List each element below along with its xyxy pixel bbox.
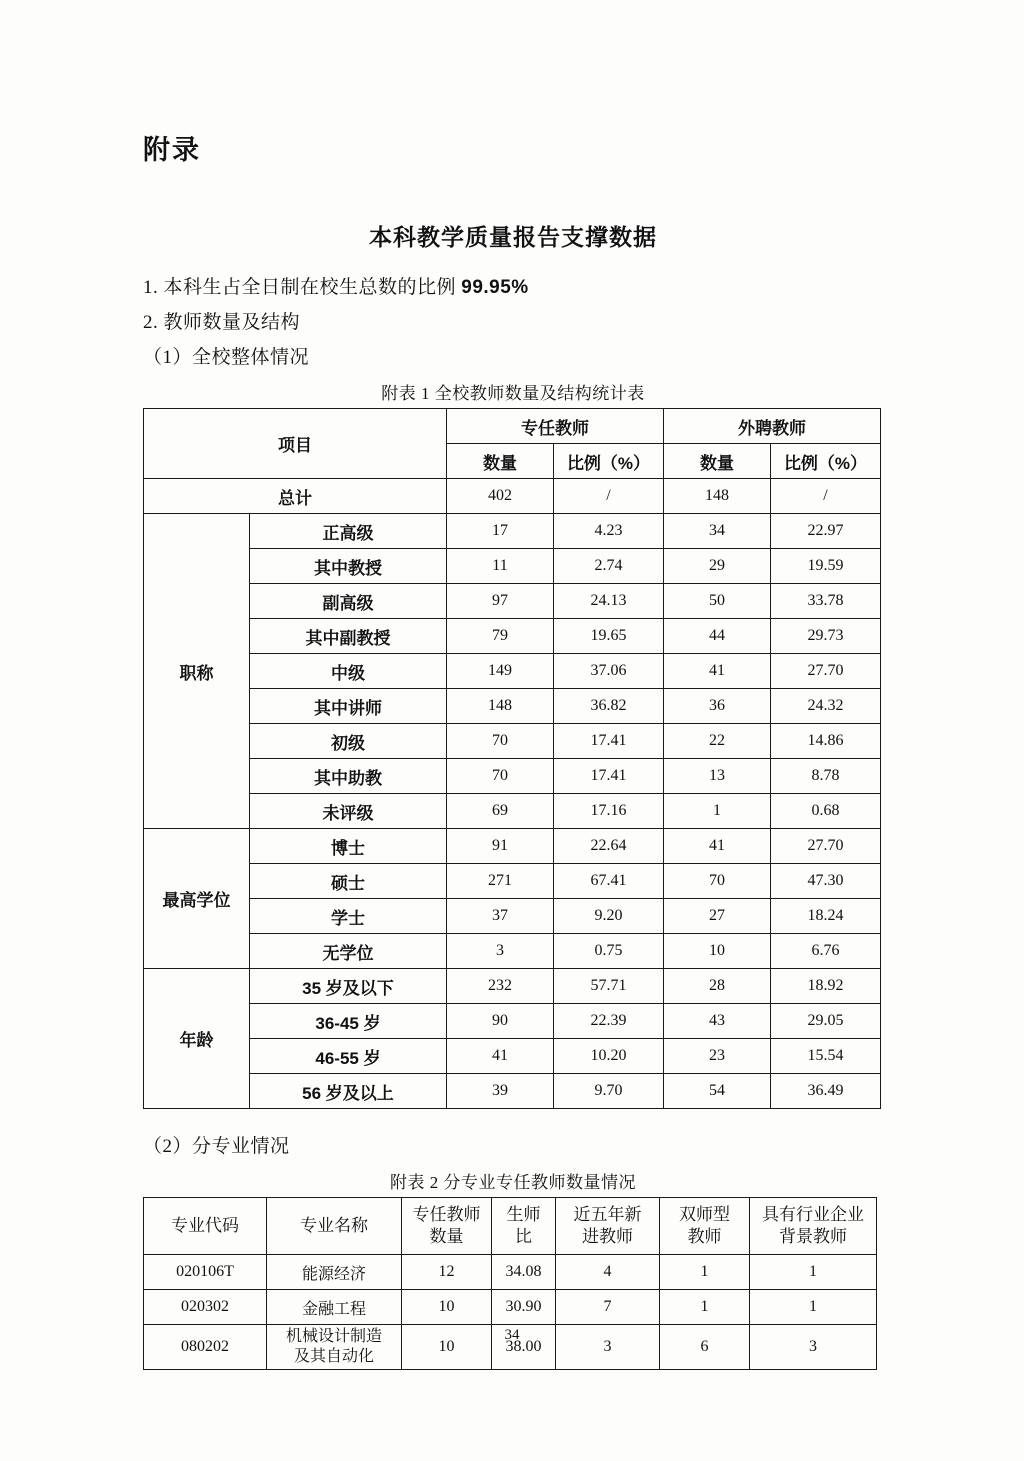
cell-ft-count: 17 [447, 514, 554, 549]
table-row [144, 794, 881, 829]
major-name-line: 机械设计制造 [285, 1328, 382, 1345]
table1-caption: 附表 1 全校教师数量及结构统计表 [381, 384, 645, 403]
cell-industry-teachers: 1 [750, 1290, 877, 1325]
cell-major-code: 020302 [144, 1290, 267, 1325]
appendix-heading: 附录 [143, 135, 201, 165]
cell-industry-teachers: 1 [750, 1255, 877, 1290]
table2-header-row [144, 1198, 877, 1255]
list-item-1-number: 1. [143, 277, 159, 298]
table-row [144, 584, 881, 619]
cell-pt-count: 44 [664, 619, 771, 654]
cell-major-code: 080202 [144, 1325, 267, 1370]
header-line: 专业代码 [171, 1216, 239, 1235]
table-row [144, 1004, 881, 1039]
cell-pt-ratio: 18.24 [771, 899, 881, 934]
cell-pt-count: 34 [664, 514, 771, 549]
table-row [144, 1290, 877, 1325]
table-header-row-1 [144, 409, 881, 444]
cell-ft-count: 232 [447, 969, 554, 1004]
cell-pt-count: 41 [664, 654, 771, 689]
cell-pt-ratio: 36.49 [771, 1074, 881, 1109]
cell-ft-ratio: 17.16 [554, 794, 664, 829]
table2-header-name [267, 1198, 402, 1255]
list-item-2 [143, 307, 883, 334]
row-label: 学士 [250, 899, 447, 934]
cell-pt-count: 70 [664, 864, 771, 899]
cell-pt-ratio: 22.97 [771, 514, 881, 549]
total-ft-ratio: / [554, 479, 664, 514]
header-line: 专业名称 [300, 1216, 368, 1235]
section-label-2: （2）分专业情况 [143, 1136, 290, 1157]
cell-ft-count: 90 [447, 1004, 554, 1039]
cell-ft-ratio: 22.39 [554, 1004, 664, 1039]
cell-major-code: 020106T [144, 1255, 267, 1290]
cell-ft-count: 91 [447, 829, 554, 864]
cell-ft-count: 3 [447, 934, 554, 969]
table2-header-new5y [556, 1198, 660, 1255]
table2-header-industry [750, 1198, 877, 1255]
total-pt-ratio: / [771, 479, 881, 514]
cell-ft-ratio: 57.71 [554, 969, 664, 1004]
cell-ft-ratio: 17.41 [554, 724, 664, 759]
list-item-2-text: 教师数量及结构 [163, 312, 301, 333]
table1-header-pt-ratio: 比例（%） [771, 444, 881, 479]
table-row [144, 514, 881, 549]
table2-header-dual [660, 1198, 750, 1255]
header-line: 教师 [687, 1227, 722, 1246]
cell-ft-count: 70 [447, 724, 554, 759]
table-row [144, 829, 881, 864]
table-row [144, 619, 881, 654]
table-row [144, 1074, 881, 1109]
cell-dual-teachers: 1 [660, 1255, 750, 1290]
table2-header-code [144, 1198, 267, 1255]
table-row [144, 724, 881, 759]
major-teacher-table [143, 1197, 877, 1370]
cell-major-name [267, 1290, 402, 1325]
row-label: 其中助教 [250, 759, 447, 794]
row-label: 56 岁及以上 [250, 1074, 447, 1109]
table1-header-ft-ratio: 比例（%） [554, 444, 664, 479]
list-item-1 [143, 272, 883, 299]
row-label: 其中教授 [250, 549, 447, 584]
cell-pt-ratio: 19.59 [771, 549, 881, 584]
row-label: 未评级 [250, 794, 447, 829]
header-line: 具有行业企业 [762, 1205, 864, 1224]
cell-pt-ratio: 0.68 [771, 794, 881, 829]
table-row [144, 899, 881, 934]
major-name-line: 金融工程 [301, 1300, 366, 1318]
cell-new-teachers: 7 [556, 1290, 660, 1325]
cell-major-name [267, 1255, 402, 1290]
table1-header-ft-count: 数量 [447, 444, 554, 479]
cell-pt-ratio: 18.92 [771, 969, 881, 1004]
cell-pt-ratio: 29.05 [771, 1004, 881, 1039]
row-label: 无学位 [250, 934, 447, 969]
cell-ft-count: 41 [447, 1039, 554, 1074]
cell-pt-ratio: 6.76 [771, 934, 881, 969]
row-label: 中级 [250, 654, 447, 689]
cell-pt-ratio: 29.73 [771, 619, 881, 654]
cell-ft-count: 70 [447, 759, 554, 794]
table-row [144, 549, 881, 584]
cell-teachers: 10 [402, 1290, 492, 1325]
cell-ft-ratio: 4.23 [554, 514, 664, 549]
row-label: 其中副教授 [250, 619, 447, 654]
row-label: 副高级 [250, 584, 447, 619]
header-line: 近五年新 [573, 1205, 642, 1224]
cell-pt-count: 10 [664, 934, 771, 969]
header-line: 进教师 [582, 1227, 633, 1246]
cell-ft-ratio: 9.70 [554, 1074, 664, 1109]
cell-ft-count: 11 [447, 549, 554, 584]
cell-ft-ratio: 67.41 [554, 864, 664, 899]
cell-pt-count: 43 [664, 1004, 771, 1039]
table-row [144, 1039, 881, 1074]
group-label-title: 职称 [144, 514, 250, 829]
table2-caption: 附表 2 分专业专任教师数量情况 [390, 1173, 636, 1192]
cell-pt-count: 22 [664, 724, 771, 759]
cell-ft-ratio: 36.82 [554, 689, 664, 724]
table-row [144, 759, 881, 794]
cell-dual-teachers: 1 [660, 1290, 750, 1325]
cell-ft-count: 79 [447, 619, 554, 654]
cell-ft-count: 149 [447, 654, 554, 689]
header-line: 比 [515, 1227, 532, 1246]
table2-header-teachers [402, 1198, 492, 1255]
table-row [144, 969, 881, 1004]
section-label-1: （1）全校整体情况 [143, 347, 310, 368]
cell-pt-count: 1 [664, 794, 771, 829]
group-label-age: 年龄 [144, 969, 250, 1109]
header-line: 生师 [506, 1205, 541, 1224]
cell-ft-ratio: 24.13 [554, 584, 664, 619]
cell-ft-ratio: 10.20 [554, 1039, 664, 1074]
cell-teachers: 10 [402, 1325, 492, 1370]
cell-ft-count: 39 [447, 1074, 554, 1109]
cell-pt-count: 29 [664, 549, 771, 584]
list-item-1-value: 99.95% [461, 277, 529, 298]
row-label: 博士 [250, 829, 447, 864]
cell-pt-ratio: 47.30 [771, 864, 881, 899]
cell-pt-ratio: 15.54 [771, 1039, 881, 1074]
cell-pt-count: 23 [664, 1039, 771, 1074]
total-pt-count: 148 [664, 479, 771, 514]
cell-pt-count: 50 [664, 584, 771, 619]
table1-header-pt-count: 数量 [664, 444, 771, 479]
header-line: 专任教师 [412, 1205, 481, 1224]
cell-pt-ratio: 24.32 [771, 689, 881, 724]
major-name-line: 及其自动化 [293, 1348, 374, 1365]
cell-pt-ratio: 33.78 [771, 584, 881, 619]
row-label: 36-45 岁 [250, 1004, 447, 1039]
major-name-line: 能源经济 [301, 1265, 366, 1283]
cell-ft-count: 148 [447, 689, 554, 724]
cell-ft-ratio: 37.06 [554, 654, 664, 689]
cell-pt-count: 13 [664, 759, 771, 794]
table1-header-fulltime: 专任教师 [447, 409, 664, 444]
cell-student-teacher-ratio: 38.00 [492, 1325, 556, 1370]
cell-dual-teachers: 6 [660, 1325, 750, 1370]
table-row [144, 864, 881, 899]
header-line: 双师型 [679, 1205, 730, 1224]
header-line: 背景教师 [779, 1227, 847, 1246]
table-row [144, 934, 881, 969]
table-row [144, 689, 881, 724]
cell-ft-count: 97 [447, 584, 554, 619]
row-label: 正高级 [250, 514, 447, 549]
cell-ft-ratio: 2.74 [554, 549, 664, 584]
cell-student-teacher-ratio: 34.08 [492, 1255, 556, 1290]
total-ft-count: 402 [447, 479, 554, 514]
cell-pt-count: 28 [664, 969, 771, 1004]
cell-ft-count: 69 [447, 794, 554, 829]
table2-header-ratio [492, 1198, 556, 1255]
list-item-1-text: 本科生占全日制在校生总数的比例 [163, 277, 462, 298]
total-label: 总计 [144, 479, 447, 514]
row-label: 硕士 [250, 864, 447, 899]
page-title: 本科教学质量报告支撑数据 [369, 224, 657, 250]
row-label: 其中讲师 [250, 689, 447, 724]
cell-pt-count: 54 [664, 1074, 771, 1109]
group-label-degree: 最高学位 [144, 829, 250, 969]
cell-pt-ratio: 8.78 [771, 759, 881, 794]
cell-ft-ratio: 22.64 [554, 829, 664, 864]
cell-pt-count: 36 [664, 689, 771, 724]
cell-pt-ratio: 27.70 [771, 654, 881, 689]
teacher-structure-table [143, 408, 881, 1109]
table1-header-item: 项目 [144, 409, 447, 479]
cell-ft-count: 271 [447, 864, 554, 899]
list-item-2-number: 2. [143, 312, 159, 333]
cell-new-teachers: 3 [556, 1325, 660, 1370]
table1-header-parttime: 外聘教师 [664, 409, 881, 444]
cell-ft-ratio: 17.41 [554, 759, 664, 794]
cell-industry-teachers: 3 [750, 1325, 877, 1370]
cell-student-teacher-ratio: 30.90 [492, 1290, 556, 1325]
cell-ft-ratio: 9.20 [554, 899, 664, 934]
page-number: 34 [504, 1327, 520, 1343]
cell-ft-count: 37 [447, 899, 554, 934]
cell-ft-ratio: 0.75 [554, 934, 664, 969]
cell-pt-ratio: 27.70 [771, 829, 881, 864]
table-row [144, 654, 881, 689]
document-content [143, 0, 883, 1370]
cell-ft-ratio: 19.65 [554, 619, 664, 654]
table-row [144, 1255, 877, 1290]
cell-pt-ratio: 14.86 [771, 724, 881, 759]
cell-pt-count: 27 [664, 899, 771, 934]
row-label: 初级 [250, 724, 447, 759]
row-label: 35 岁及以下 [250, 969, 447, 1004]
cell-teachers: 12 [402, 1255, 492, 1290]
row-label: 46-55 岁 [250, 1039, 447, 1074]
header-line: 数量 [429, 1227, 464, 1246]
cell-new-teachers: 4 [556, 1255, 660, 1290]
cell-pt-count: 41 [664, 829, 771, 864]
table-row-total [144, 479, 881, 514]
